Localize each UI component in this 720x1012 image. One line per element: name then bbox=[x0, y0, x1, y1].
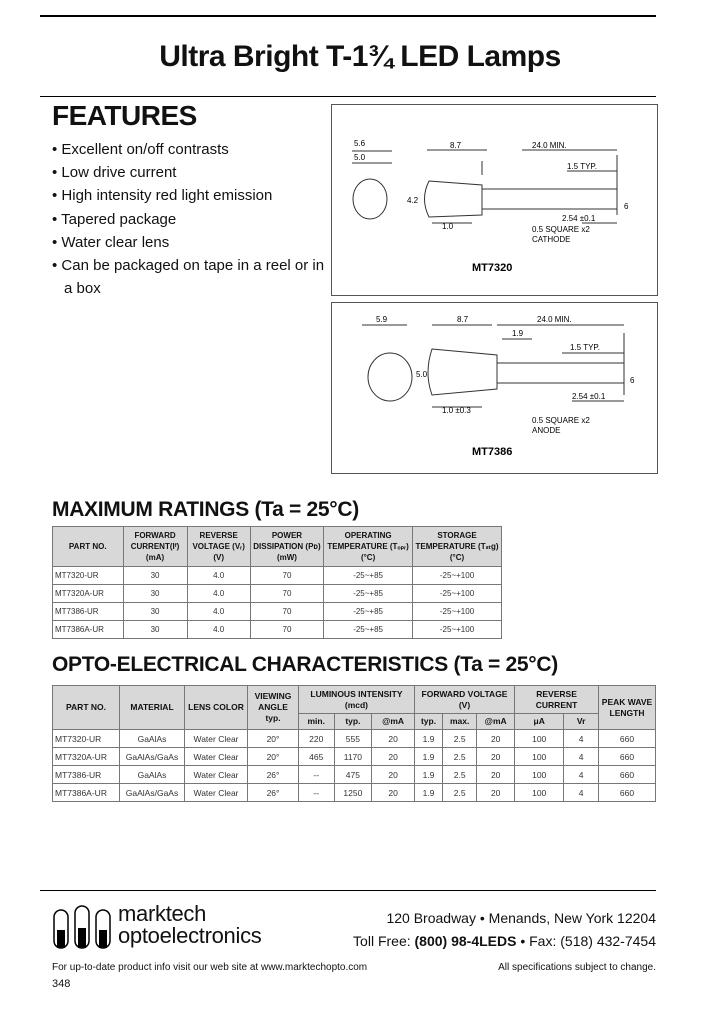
col-header: PART NO. bbox=[53, 686, 120, 730]
cell: 70 bbox=[250, 603, 323, 621]
dim-label: 1.0 ±0.3 bbox=[442, 406, 471, 415]
cell: 2.5 bbox=[443, 730, 477, 748]
cell: 1.9 bbox=[414, 730, 442, 748]
cell: 2.5 bbox=[443, 784, 477, 802]
cell: 20 bbox=[372, 748, 415, 766]
sub-header: typ. bbox=[414, 714, 442, 730]
cell: Water Clear bbox=[185, 766, 248, 784]
max-ratings-heading: MAXIMUM RATINGS (Ta = 25°C) bbox=[52, 498, 359, 521]
cell: 100 bbox=[515, 748, 564, 766]
dim-label: 1.5 TYP. bbox=[567, 162, 597, 171]
cell: Water Clear bbox=[185, 748, 248, 766]
cell: 1.9 bbox=[414, 766, 442, 784]
drawing-mt7320 bbox=[331, 104, 658, 296]
dim-label: 5.9 bbox=[376, 315, 388, 324]
col-header: MATERIAL bbox=[120, 686, 185, 730]
cell: 660 bbox=[599, 748, 656, 766]
phone-prefix: Toll Free: bbox=[353, 933, 415, 949]
cell: 465 bbox=[299, 748, 335, 766]
dim-label: 8.7 bbox=[457, 315, 469, 324]
address: 120 Broadway • Menands, New York 12204 bbox=[386, 910, 656, 926]
cell: 660 bbox=[599, 730, 656, 748]
cell: 20 bbox=[372, 766, 415, 784]
cell: GaAlAs bbox=[120, 766, 185, 784]
cell: 30 bbox=[123, 585, 187, 603]
col-header: VIEWING ANGLE typ. bbox=[248, 686, 299, 730]
table-row bbox=[53, 567, 502, 585]
cell: -25~+100 bbox=[413, 585, 502, 603]
table-row bbox=[53, 766, 656, 784]
cell: Water Clear bbox=[185, 730, 248, 748]
cell: 4.0 bbox=[187, 603, 250, 621]
cell: 4.0 bbox=[187, 621, 250, 639]
feature-item: • Low drive current bbox=[52, 161, 327, 184]
dim-label: 5.6 bbox=[354, 139, 366, 148]
cell: 1.9 bbox=[414, 748, 442, 766]
dim-label: 0.5 SQUARE x2 bbox=[532, 225, 590, 234]
cell: -- bbox=[299, 784, 335, 802]
cell: 660 bbox=[599, 784, 656, 802]
cell: 475 bbox=[334, 766, 372, 784]
cell: 20 bbox=[372, 784, 415, 802]
cell: 26° bbox=[248, 784, 299, 802]
cell: 70 bbox=[250, 585, 323, 603]
drawing-label: MT7320 bbox=[472, 262, 513, 274]
cell: 100 bbox=[515, 784, 564, 802]
opto-heading: OPTO-ELECTRICAL CHARACTERISTICS (Ta = 25°C) bbox=[52, 653, 558, 676]
col-header: OPERATING TEMPERATURE (Tₒₚᵣ) (°C) bbox=[324, 527, 413, 567]
table-row bbox=[53, 621, 502, 639]
table-row bbox=[53, 585, 502, 603]
dim-label: 1.9 bbox=[512, 329, 524, 338]
footer-rule bbox=[40, 890, 656, 891]
cell: -25~+100 bbox=[413, 603, 502, 621]
cell: -25~+85 bbox=[324, 567, 413, 585]
feature-item: • Excellent on/off contrasts bbox=[52, 138, 327, 161]
cell: 20 bbox=[477, 784, 515, 802]
dim-label: 8.7 bbox=[450, 141, 462, 150]
sub-header: min. bbox=[299, 714, 335, 730]
dim-label: 5.0 bbox=[354, 153, 366, 162]
cell: 2.5 bbox=[443, 766, 477, 784]
cell: -25~+85 bbox=[324, 603, 413, 621]
cell: GaAlAs/GaAs bbox=[120, 784, 185, 802]
cell: 20 bbox=[372, 730, 415, 748]
feature-item: • Water clear lens bbox=[52, 231, 327, 254]
cell: 220 bbox=[299, 730, 335, 748]
feature-item: • Can be packaged on tape in a reel or in a box bbox=[52, 254, 327, 300]
col-header: FORWARD CURRENT(Iᶠ) (mA) bbox=[123, 527, 187, 567]
cell: -- bbox=[299, 766, 335, 784]
cell: 70 bbox=[250, 621, 323, 639]
dim-label: 24.0 MIN. bbox=[537, 315, 572, 324]
cell: MT7386-UR bbox=[53, 766, 120, 784]
features-heading: FEATURES bbox=[52, 100, 197, 131]
cell: 2.5 bbox=[443, 748, 477, 766]
sub-header: @mA bbox=[372, 714, 415, 730]
table-row bbox=[53, 603, 502, 621]
cell: 4 bbox=[564, 766, 599, 784]
cell: 100 bbox=[515, 766, 564, 784]
cell: Water Clear bbox=[185, 784, 248, 802]
col-header: REVERSE CURRENT bbox=[515, 686, 599, 714]
cell: 20 bbox=[477, 766, 515, 784]
website-note: For up-to-date product info visit our web site at www.marktechopto.com bbox=[52, 962, 368, 973]
col-header: STORAGE TEMPERATURE (Tₛₜg) (°C) bbox=[413, 527, 502, 567]
cell: 26° bbox=[248, 766, 299, 784]
cell: GaAlAs/GaAs bbox=[120, 748, 185, 766]
drawing-mt7386 bbox=[331, 302, 658, 474]
cell: 660 bbox=[599, 766, 656, 784]
cell: MT7386A-UR bbox=[53, 621, 124, 639]
dim-label: 6 bbox=[630, 376, 635, 385]
opto-body bbox=[53, 730, 656, 802]
sub-header: typ. bbox=[334, 714, 372, 730]
col-header: POWER DISSIPATION (Pᴅ) (mW) bbox=[250, 527, 323, 567]
col-header: REVERSE VOLTAGE (Vᵣ) (V) bbox=[187, 527, 250, 567]
cell: 4 bbox=[564, 748, 599, 766]
col-header: PEAK WAVE LENGTH bbox=[599, 686, 656, 730]
sub-header: @mA bbox=[477, 714, 515, 730]
features-list bbox=[52, 138, 327, 300]
cell: MT7320-UR bbox=[53, 567, 124, 585]
logo-line: marktech bbox=[118, 901, 207, 926]
toll-free-number: (800) 98-4LEDS bbox=[414, 933, 517, 949]
cell: 4.0 bbox=[187, 585, 250, 603]
cell: -25~+100 bbox=[413, 621, 502, 639]
cell: 30 bbox=[123, 603, 187, 621]
table-row bbox=[53, 748, 656, 766]
cell: 20 bbox=[477, 730, 515, 748]
table-row bbox=[53, 730, 656, 748]
cell: MT7320A-UR bbox=[53, 748, 120, 766]
dim-label: 6 bbox=[624, 202, 629, 211]
table-row bbox=[53, 784, 656, 802]
led-outline-drawing bbox=[332, 105, 657, 295]
cell: 30 bbox=[123, 621, 187, 639]
cell: 1250 bbox=[334, 784, 372, 802]
top-rule bbox=[40, 15, 656, 17]
dim-label: 4.2 bbox=[407, 196, 419, 205]
col-header: FORWARD VOLTAGE (V) bbox=[414, 686, 514, 714]
sub-header: μA bbox=[515, 714, 564, 730]
dim-label: 5.0 bbox=[416, 370, 428, 379]
logo-line: optoelectronics bbox=[118, 923, 262, 948]
sub-header: Vr bbox=[564, 714, 599, 730]
dim-label: 24.0 MIN. bbox=[532, 141, 567, 150]
opto-table bbox=[52, 685, 656, 802]
cell: 4 bbox=[564, 730, 599, 748]
cell: GaAlAs bbox=[120, 730, 185, 748]
cell: 20 bbox=[477, 748, 515, 766]
cell: 4 bbox=[564, 784, 599, 802]
cell: MT7386-UR bbox=[53, 603, 124, 621]
dim-label: 2.54 ±0.1 bbox=[562, 214, 596, 223]
col-header: PART NO. bbox=[53, 527, 124, 567]
cell: 100 bbox=[515, 730, 564, 748]
marktech-logo-icon bbox=[52, 902, 114, 950]
cell: 4.0 bbox=[187, 567, 250, 585]
dim-label: ANODE bbox=[532, 426, 561, 435]
cell: MT7320A-UR bbox=[53, 585, 124, 603]
page-number: 348 bbox=[52, 978, 71, 990]
drawing-label: MT7386 bbox=[472, 446, 513, 458]
cell: -25~+85 bbox=[324, 585, 413, 603]
cell: 1.9 bbox=[414, 784, 442, 802]
cell: 20° bbox=[248, 748, 299, 766]
feature-item: • Tapered package bbox=[52, 208, 327, 231]
fax: • Fax: (518) 432-7454 bbox=[516, 933, 656, 949]
page-title: Ultra Bright T-1¾ LED Lamps bbox=[159, 40, 561, 73]
max-ratings-table bbox=[52, 526, 502, 639]
dim-label: 1.5 TYP. bbox=[570, 343, 600, 352]
col-header: LENS COLOR bbox=[185, 686, 248, 730]
dim-label: CATHODE bbox=[532, 235, 571, 244]
col-header: LUMINOUS INTENSITY (mcd) bbox=[299, 686, 415, 714]
phone-line bbox=[353, 933, 656, 949]
cell: 555 bbox=[334, 730, 372, 748]
title-rule bbox=[40, 96, 656, 97]
cell: 70 bbox=[250, 567, 323, 585]
spec-note: All specifications subject to change. bbox=[498, 962, 656, 973]
dim-label: 2.54 ±0.1 bbox=[572, 392, 606, 401]
cell: -25~+85 bbox=[324, 621, 413, 639]
cell: -25~+100 bbox=[413, 567, 502, 585]
cell: MT7386A-UR bbox=[53, 784, 120, 802]
cell: 1170 bbox=[334, 748, 372, 766]
cell: MT7320-UR bbox=[53, 730, 120, 748]
sub-header: max. bbox=[443, 714, 477, 730]
feature-item: • High intensity red light emission bbox=[52, 184, 327, 207]
dim-label: 1.0 bbox=[442, 222, 454, 231]
led-outline-drawing bbox=[332, 303, 657, 473]
company-logo-text bbox=[118, 903, 261, 947]
dim-label: 0.5 SQUARE x2 bbox=[532, 416, 590, 425]
cell: 30 bbox=[123, 567, 187, 585]
cell: 20° bbox=[248, 730, 299, 748]
